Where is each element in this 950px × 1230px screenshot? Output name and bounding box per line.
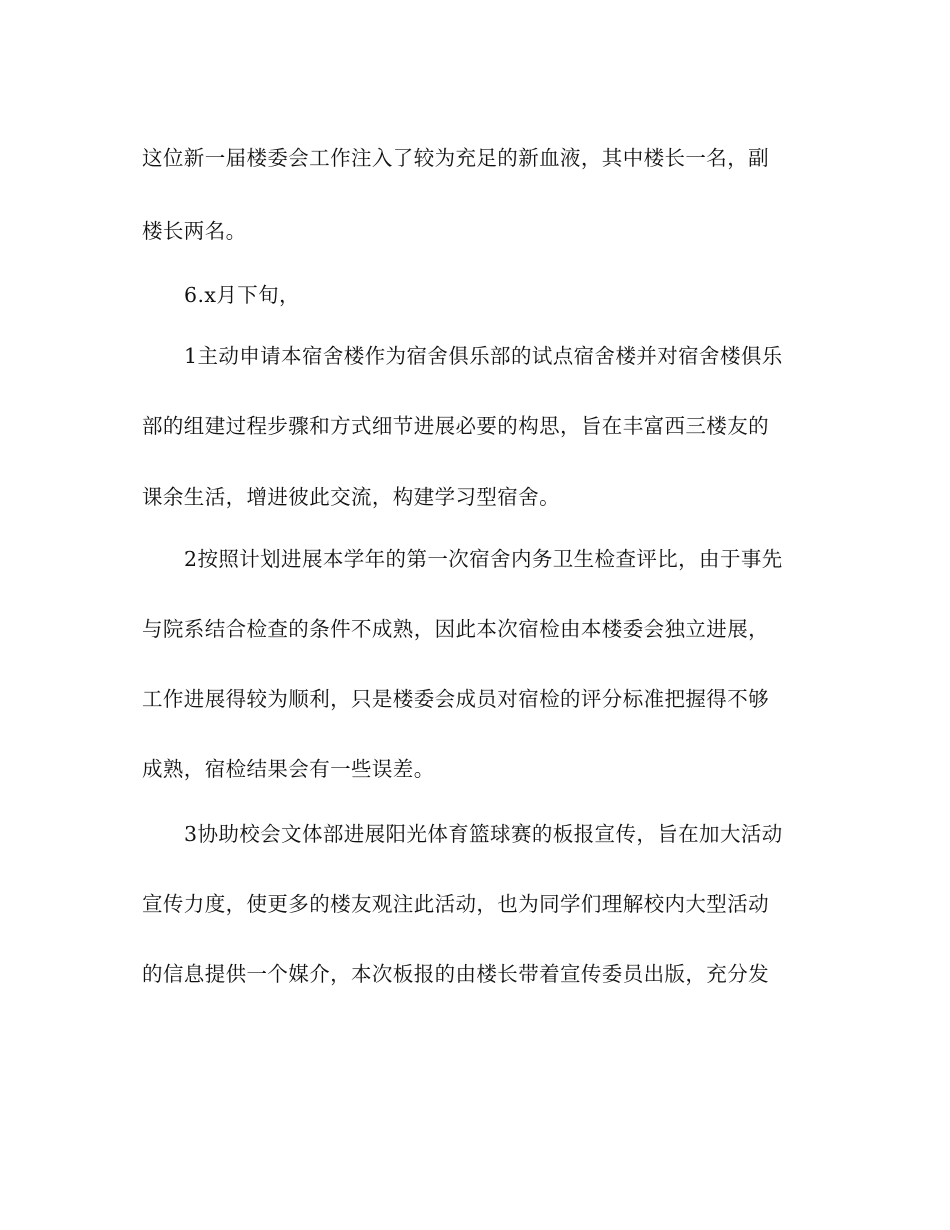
text-line: 这位新一届楼委会工作注入了较为充足的新血液，其中楼长一名，副 xyxy=(142,146,769,170)
text-line: 工作进展得较为顺利，只是楼委会成员对宿检的评分标准把握得不够 xyxy=(142,687,769,711)
text-line: 3协助校会文体部进展阳光体育篮球赛的板报宣传，旨在加大活动 xyxy=(184,822,783,846)
text-line: 与院系结合检查的条件不成熟，因此本次宿检由本楼委会独立进展， xyxy=(142,617,769,641)
text-line: 楼长两名。 xyxy=(142,219,247,243)
text-line: 课余生活，增进彼此交流，构建学习型宿舍。 xyxy=(142,485,560,509)
text-line: 的信息提供一个媒介，本次板报的由楼长带着宣传委员出版，充分发 xyxy=(142,962,769,986)
text-line: 2按照计划进展本学年的第一次宿舍内务卫生检查评比，由于事先 xyxy=(184,547,783,571)
text-line: 1主动申请本宿舍楼作为宿舍俱乐部的试点宿舍楼并对宿舍楼俱乐 xyxy=(184,344,783,368)
text-line: 成熟，宿检结果会有一些误差。 xyxy=(142,757,435,781)
text-line: 宣传力度，使更多的楼友观注此活动，也为同学们理解校内大型活动 xyxy=(142,892,769,916)
text-line: 部的组建过程步骤和方式细节进展必要的构思，旨在丰富西三楼友的 xyxy=(142,414,769,438)
list-item-heading: 6.x月下旬， xyxy=(184,283,300,307)
